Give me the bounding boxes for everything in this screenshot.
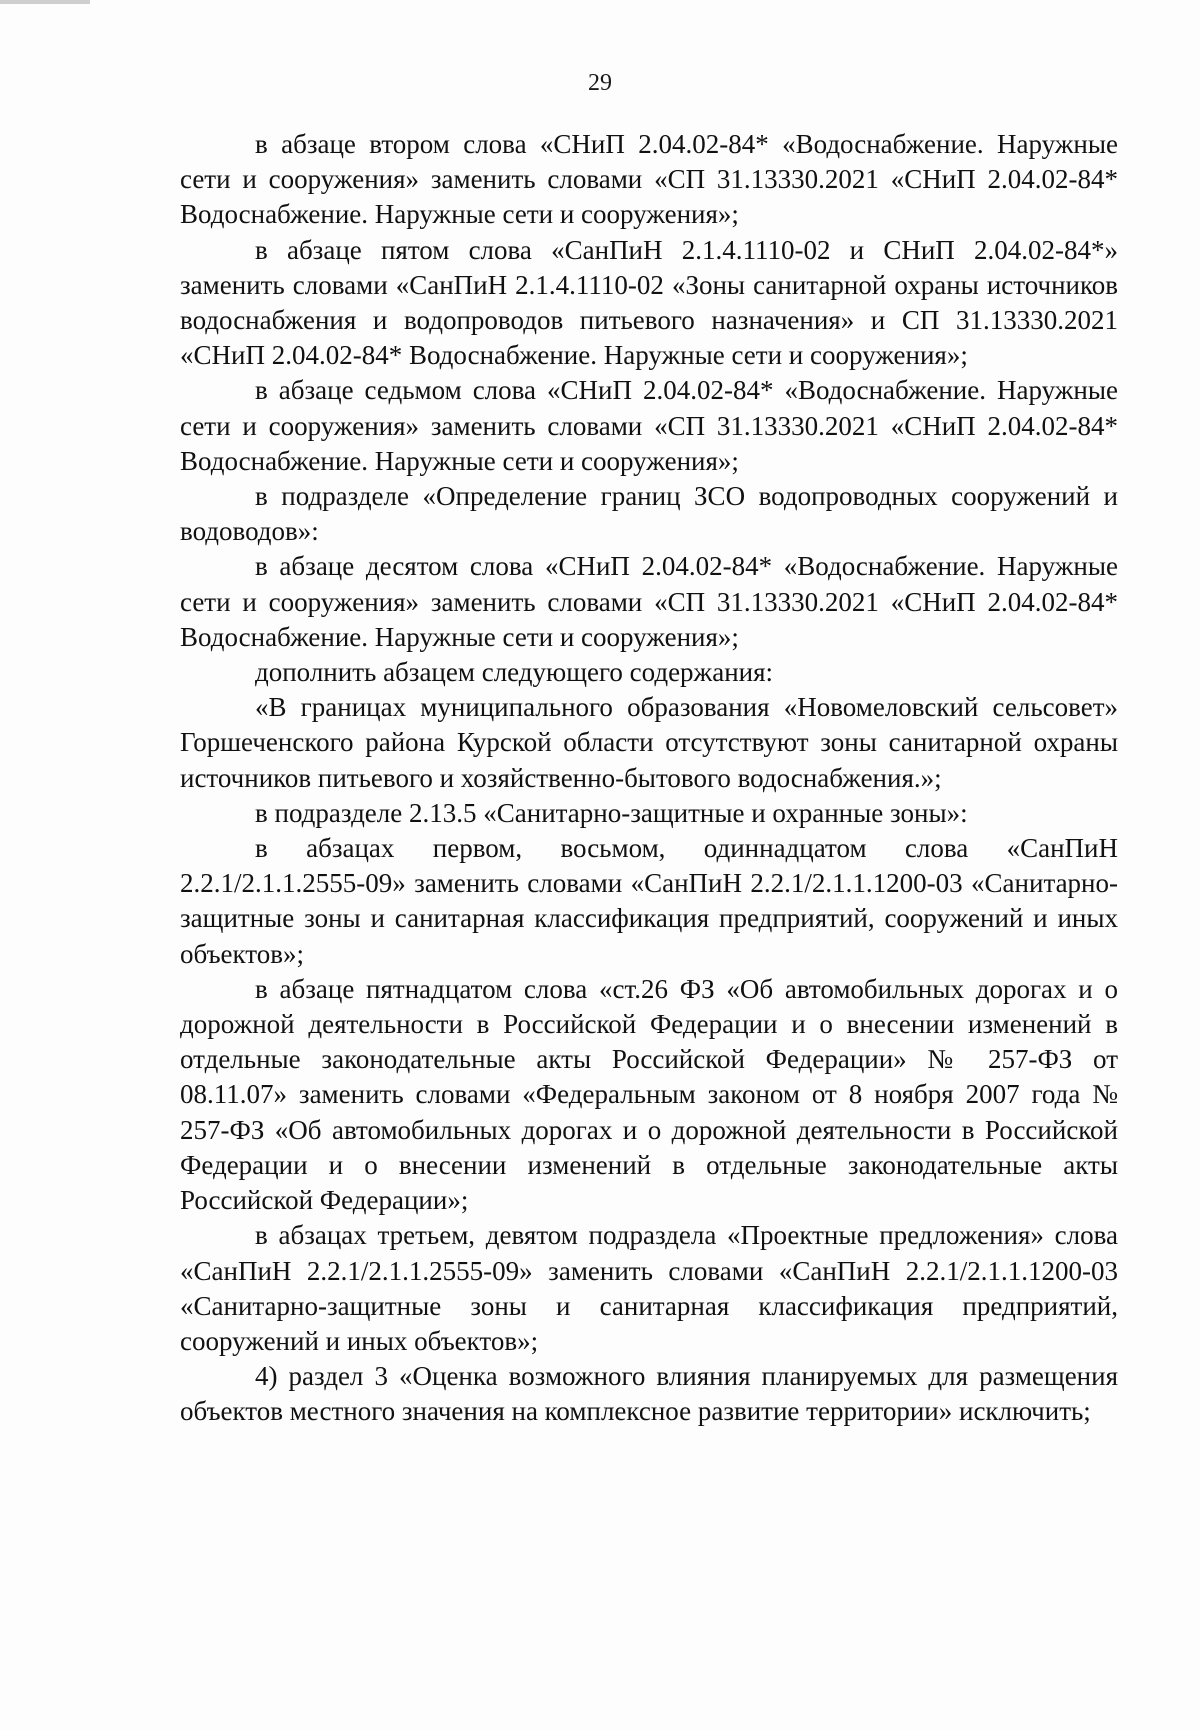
document-body — [180, 127, 1118, 1430]
paragraph: в подразделе «Определение границ ЗСО водопроводных сооружений и водоводов»: — [180, 481, 1118, 547]
paragraph: в абзаце седьмом слова «СНиП 2.04.02-84* «Водоснабжение. Наружные сети и сооружения» заменить словами «СП 31.13330.2021 «СНиП 2.04.02-84* Водоснабжение. Наружные сети и сооружения»; — [180, 375, 1118, 476]
paragraph: в подразделе 2.13.5 «Санитарно-защитные и охранные зоны»: — [255, 797, 968, 828]
paragraph: дополнить абзацем следующего содержания: — [255, 657, 774, 688]
paragraph-quoted-insertion: «В границах муниципального образования «Новомеловский сельсовет» Горшеченского района Курской области отсутствуют зоны санитарной охраны источников питьевого и хозяйственно-бытового водоснабжения.»; — [180, 692, 1118, 793]
paragraph-numbered-item: 4) раздел 3 «Оценка возможного влияния планируемых для размещения объектов местного значения на комплексное развитие территории» исключить; — [180, 1361, 1118, 1427]
scan-artifact — [0, 0, 90, 4]
paragraph: в абзаце пятом слова «СанПиН 2.1.4.1110-02 и СНиП 2.04.02-84*» заменить словами «СанПиН 2.1.4.1110-02 «Зоны санитарной охраны источников водоснабжения и водопроводов питьевого назначения» и СП 31.13330.2021 «СНиП 2.04.02-84* Водоснабжение. Наружные сети и сооружения»; — [180, 234, 1118, 371]
paragraph: в абзаце пятнадцатом слова «ст.26 ФЗ «Об автомобильных дорогах и о дорожной деятельности в Российской Федерации и о внесении изменений в отдельные законодательные акты Российской Федерации» № 257-ФЗ от 08.11.07» заменить словами «Федеральным законом от 8 ноября 2007 года № 257-ФЗ «Об автомобильных дорогах и о дорожной деятельности в Российской Федерации и о внесении изменений в отдельные законодательные акты Российской Федерации»; — [180, 973, 1118, 1216]
page-number: 29 — [588, 70, 612, 96]
paragraph: в абзаце десятом слова «СНиП 2.04.02-84* «Водоснабжение. Наружные сети и сооружения» заменить словами «СП 31.13330.2021 «СНиП 2.04.02-84* Водоснабжение. Наружные сети и сооружения»; — [180, 551, 1118, 652]
paragraph: в абзацах первом, восьмом, одиннадцатом слова «СанПиН 2.2.1/2.1.1.2555-09» заменить словами «СанПиН 2.2.1/2.1.1.1200-03 «Санитарно-защитные зоны и санитарная классификация предприятий, сооружений и иных объектов»; — [180, 833, 1118, 969]
paragraph: в абзацах третьем, девятом подраздела «Проектные предложения» слова «СанПиН 2.2.1/2.1.1.2555-09» заменить словами «СанПиН 2.2.1/2.1.1.1200-03 «Санитарно-защитные зоны и санитарная классификация предприятий, сооружений и иных объектов»; — [180, 1220, 1118, 1356]
paragraph: в абзаце втором слова «СНиП 2.04.02-84* «Водоснабжение. Наружные сети и сооружения» заменить словами «СП 31.13330.2021 «СНиП 2.04.02-84* Водоснабжение. Наружные сети и сооружения»; — [180, 129, 1118, 230]
